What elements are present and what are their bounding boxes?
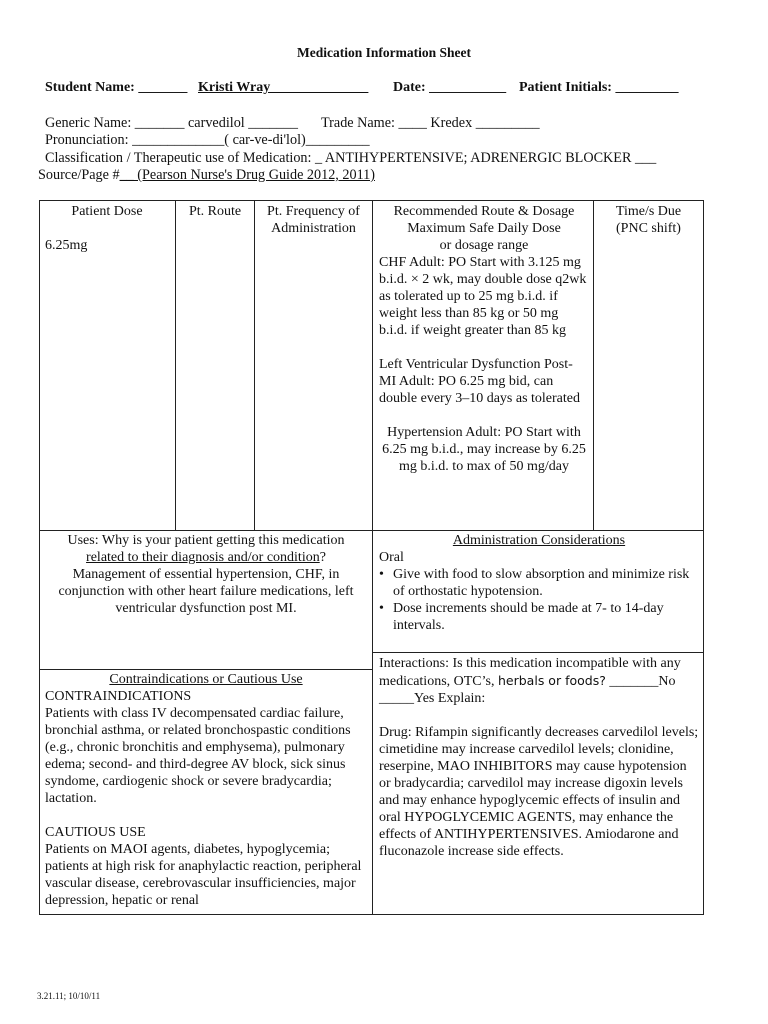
pt-route-header: Pt. Route — [188, 204, 242, 219]
contraindications-cell — [45, 671, 367, 909]
interactions-question-line3: _____Yes Explain: — [379, 691, 486, 706]
interactions-drug-text: Drug: Rifampin significantly decreases carvedilol levels; cimetidine may increase carvedilol levels; clonidine, reserpine, MAO INHIBITORS may cause hypotension or bradycardia; carvedilol may increase digoxin levels and may enhance hypoglycemic effects of insulin and oral HYPOGLYCEMIC AGENTS, may enhance the effects of ANTIHYPERTENSIVES. Amiodarone and fluconazole increase side effects. — [379, 725, 699, 859]
col-divider-1 — [175, 200, 176, 531]
bullet-icon: • — [379, 567, 384, 582]
time-due-header — [594, 203, 703, 237]
admin-bullet-1-text: Give with food to slow absorption and minimize risk of orthostatic hypotension. — [393, 567, 690, 599]
admin-cell — [379, 532, 699, 634]
date-label: Date: ___________ — [393, 80, 507, 95]
footer-revision: 3.21.11; 10/10/11 — [37, 991, 101, 1001]
interactions-question-part1: medications, OTC’s, — [379, 674, 495, 689]
pt-frequency-header-line1: Pt. Frequency of — [267, 204, 360, 219]
interactions-question-part3: _______No — [609, 674, 676, 689]
caution-text: Patients on MAOI agents, diabetes, hypoglycemia; patients at high risk for anaphylactic reaction, peripheral vascular disease, cerebrovascular insufficiencies, major depression, hepatic or renal — [45, 842, 362, 908]
uses-question-suffix: ? — [319, 550, 326, 565]
patient-dose-value: 6.25mg — [45, 238, 88, 253]
recommended-header-line2: Maximum Safe Daily Dose — [407, 221, 561, 236]
recommended-dose-cell — [379, 203, 589, 475]
student-name-label: Student Name: _______ — [45, 80, 188, 95]
chf-dosage-text: CHF Adult: PO Start with 3.125 mg b.i.d. × 2 wk, may double dose q2wk as tolerated up to 25 mg b.i.d. if weight less than 85 kg or 50 mg b.i.d. if weight greater than 85 kg — [379, 255, 587, 338]
pronunciation-line: Pronunciation: _____________( car-ve-di'lol)_________ — [45, 132, 370, 148]
table-left-border — [39, 200, 40, 915]
pt-frequency-header-line2: Administration — [271, 221, 356, 236]
interactions-cell — [379, 655, 701, 860]
row-divider-1 — [39, 530, 704, 531]
admin-bullet-2-text: Dose increments should be made at 7- to 14-day intervals. — [393, 601, 664, 633]
col-divider-4 — [593, 200, 594, 531]
patient-initials-label: Patient Initials: _________ — [519, 80, 679, 95]
admin-route: Oral — [379, 550, 404, 565]
col-divider-3 — [372, 200, 373, 915]
student-name-value: Kristi Wray______________ — [198, 80, 369, 95]
patient-dose-header: Patient Dose — [71, 204, 143, 219]
page-title: Medication Information Sheet — [297, 45, 471, 60]
table-right-border — [703, 200, 704, 915]
source-value: __ (Pearson Nurse's Drug Guide 2012, 2011) — [119, 167, 375, 183]
contra-text: Patients with class IV decompensated cardiac failure, bronchial asthma, or related bronchospastic conditions (e.g., chronic bronchitis and emphysema), pulmonary edema; second- and third-degree AV block, sick sinus syndome, cardiogenic shock or severe bradycardia; lactation. — [45, 706, 351, 806]
recommended-header-line1: Recommended Route & Dosage — [393, 204, 575, 219]
source-line — [38, 167, 375, 184]
uses-question-line1: Uses: Why is your patient getting this medication — [67, 533, 345, 548]
time-due-header-line1: Time/s Due — [615, 204, 682, 219]
classification-line: Classification / Therapeutic use of Medication: _ ANTIHYPERTENSIVE; ADRENERGIC BLOCKER ___ — [45, 150, 657, 166]
htn-dosage-text: Hypertension Adult: PO Start with 6.25 mg b.i.d., may increase by 6.25 mg b.i.d. to max of 50 mg/day — [382, 425, 586, 474]
time-due-header-line2: (PNC shift) — [616, 221, 681, 236]
uses-question-underlined: related to their diagnosis and/or condition — [86, 550, 320, 565]
source-prefix: Source/Page # — [38, 167, 120, 183]
recommended-header-line3: or dosage range — [439, 238, 529, 253]
admin-bullet-2 — [379, 600, 699, 634]
col-divider-2 — [254, 200, 255, 531]
patient-dose-cell — [45, 203, 169, 254]
admin-bullet-1 — [379, 566, 699, 600]
lvd-dosage-text: Left Ventricular Dysfunction Post-MI Adult: PO 6.25 mg bid, can double every 3–10 days as tolerated — [379, 357, 580, 406]
caution-title: CAUTIOUS USE — [45, 825, 146, 840]
admin-header: Administration Considerations — [452, 533, 626, 548]
contra-header: Contraindications or Cautious Use — [109, 672, 303, 687]
interactions-question-part2: herbals or foods? — [498, 673, 606, 688]
uses-answer: Management of essential hypertension, CHF, in conjunction with other heart failure medications, left ventricular dysfunction post MI. — [58, 567, 354, 616]
generic-name-line: Generic Name: _______ carvedilol _______ — [45, 115, 298, 131]
bullet-icon: • — [379, 601, 384, 616]
interactions-question-line1: Interactions: Is this medication incompatible with any — [379, 656, 681, 671]
row-divider-right — [372, 652, 704, 653]
pt-frequency-header — [255, 203, 372, 237]
contra-title: CONTRAINDICATIONS — [45, 689, 192, 704]
row-divider-left — [39, 669, 373, 670]
trade-name-line: Trade Name: ____ Kredex _________ — [321, 115, 540, 131]
uses-cell — [42, 532, 370, 617]
